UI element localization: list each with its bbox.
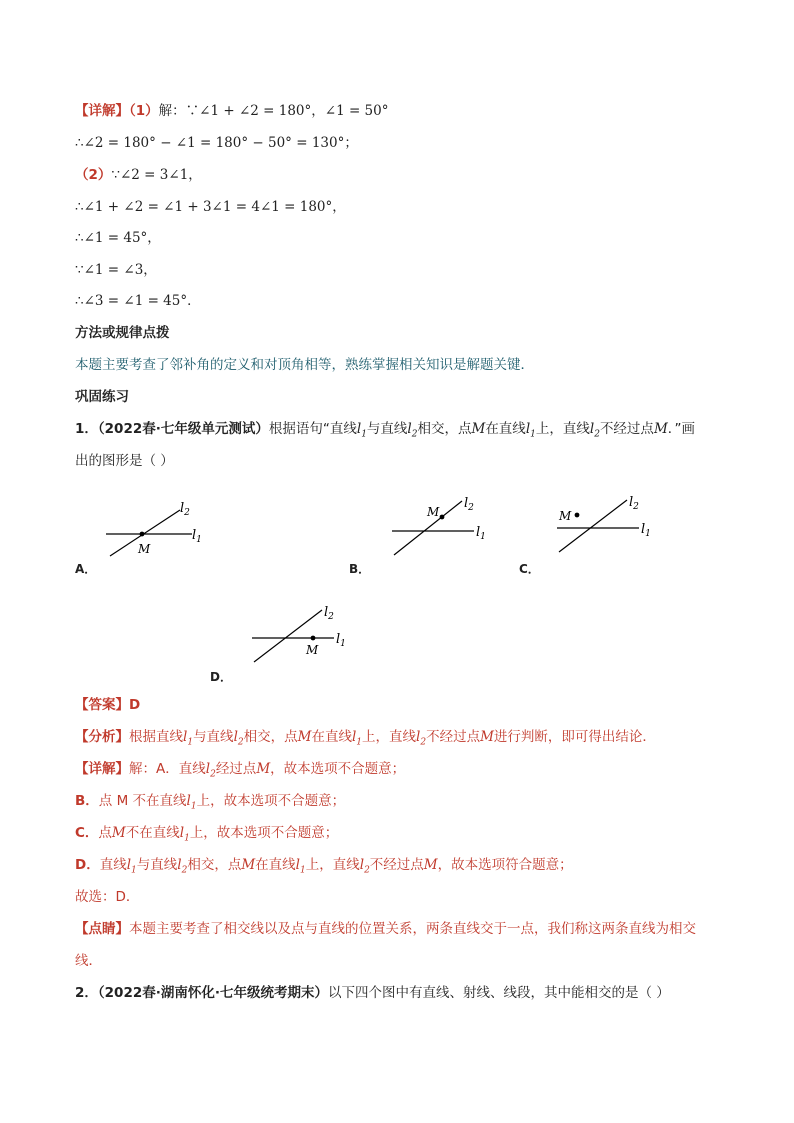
method-text: 本题主要考查了邻补角的定义和对顶角相等，熟练掌握相关知识是解题关键．	[75, 357, 534, 373]
question-1-line-2: 出的图形是（ ）	[75, 453, 174, 469]
option-d: D．	[210, 670, 232, 684]
detail-tag: 【详解】	[75, 103, 129, 119]
point-m	[440, 515, 445, 520]
figure-c	[555, 494, 665, 556]
method-heading: 方法或规律点拨	[75, 325, 170, 341]
point-m	[311, 636, 316, 641]
label-l1: $l_1$	[336, 632, 346, 649]
option-a: A．	[75, 562, 97, 576]
solution-line-7: ∴∠3 = ∠1 = 45°．	[75, 293, 201, 309]
label-l2: $l_2$	[629, 495, 639, 512]
label-m: M	[138, 542, 151, 556]
point-m	[140, 532, 145, 537]
question-source: （2022春·七年级单元测试）	[97, 421, 269, 437]
label-l2: $l_2$	[324, 605, 334, 622]
solution-line-5: ∴∠1 = 45°，	[75, 230, 161, 246]
analysis-tag: 【分析】	[75, 729, 129, 745]
answer-tag: 【答案】	[75, 697, 129, 713]
comment-tag: 【点睛】	[75, 921, 129, 937]
question-2-line: 2．（2022春·湖南怀化·七年级统考期末）以下四个图中有直线、射线、线段，其中能相交的是（ ）	[75, 985, 670, 1001]
label-l1: $l_1$	[192, 528, 202, 545]
comment-line-2: 线．	[75, 953, 102, 969]
solution-line-2: ∴∠2 = 180° − ∠1 = 180° − 50° = 130°；	[75, 135, 358, 151]
practice-heading: 巩固练习	[75, 389, 129, 405]
question-1-line-1: 1．（2022春·七年级单元测试）根据语句“直线$l_1$与直线$l_2$相交，点M在直线$l_1$上，直线$l_2$不经过点M．”画	[75, 421, 696, 440]
option-c: C．	[519, 562, 540, 576]
figure-a	[100, 498, 220, 558]
solution-line-4: ∴∠1 + ∠2 = ∠1 + 3∠1 = 4∠1 = 180°，	[75, 199, 346, 215]
solution-line-6: ∵∠1 = ∠3，	[75, 262, 157, 278]
detail-line-b: B．点 M 不在直线$l_1$上，故本选项不合题意；	[75, 793, 346, 812]
detail-line-d: D．直线$l_1$与直线$l_2$相交，点M在直线$l_1$上，直线$l_2$不经过点M，故本选项符合题意；	[75, 857, 573, 876]
figure-d	[250, 604, 360, 666]
question-source: （2022春·湖南怀化·七年级统考期末）	[97, 985, 328, 1001]
label-l1: $l_1$	[641, 522, 651, 539]
label-m: M	[306, 643, 319, 657]
point-m	[575, 513, 580, 518]
option-b: B．	[349, 562, 371, 576]
figure-b	[388, 495, 498, 557]
detail-line-c: C．点M不在直线$l_1$上，故本选项不合题意；	[75, 825, 339, 844]
comment-line: 【点睛】本题主要考查了相交线以及点与直线的位置关系，两条直线交于一点，我们称这两条直线为相交	[75, 921, 696, 937]
label-l2: $l_2$	[464, 496, 474, 513]
detail-choose: 故选：D．	[75, 889, 140, 905]
analysis-line: 【分析】根据直线$l_1$与直线$l_2$相交，点M在直线$l_1$上，直线$l_2$不经过点M进行判断，即可得出结论．	[75, 729, 656, 748]
detail-line-a: 【详解】解：A．直线$l_2$经过点M，故本选项不合题意；	[75, 761, 406, 780]
answer-line	[75, 696, 140, 714]
label-l1: $l_1$	[476, 525, 486, 542]
solution-line-3: （2）∵∠2 = 3∠1，	[75, 167, 202, 183]
label-m: M	[559, 509, 572, 523]
detail-tag: 【详解】	[75, 761, 129, 777]
label-l2: $l_2$	[180, 501, 190, 518]
solution-line-1: 【详解】（1）解：∵∠1 + ∠2 = 180°，∠1 = 50°	[75, 103, 389, 119]
label-m: M	[427, 505, 440, 519]
answer-value: D	[129, 697, 141, 713]
